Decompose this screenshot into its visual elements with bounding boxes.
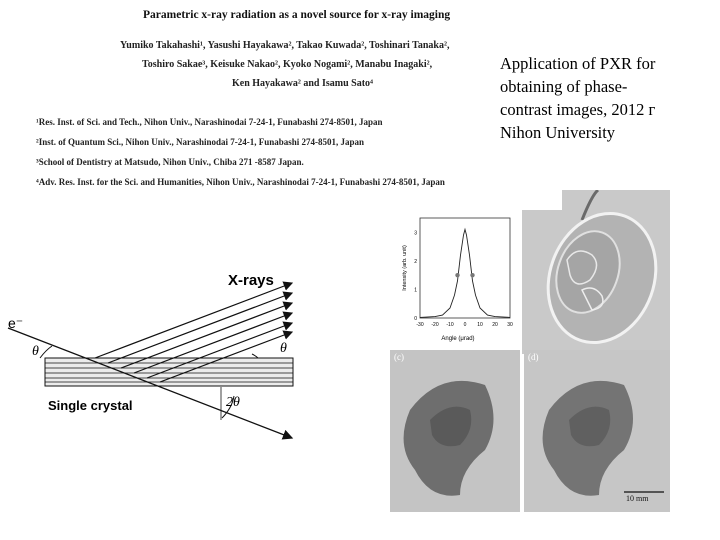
graph-y-tick: 0: [414, 316, 417, 322]
graph-y-tick: 1: [414, 287, 417, 294]
graph-xlabel: Angle (μrad): [441, 336, 475, 342]
graph-ylabel: Intensity (arb. unit): [402, 245, 408, 291]
phase-contrast-photo: [522, 190, 670, 354]
graph-x-tick: 0: [463, 322, 467, 328]
intensity-curve: [420, 229, 510, 317]
scale-label: 10 mm: [626, 494, 649, 503]
caption-line-4: Nihon University: [500, 123, 616, 142]
pxr-diagram: [0, 258, 310, 448]
graph-x-tick: -20: [431, 322, 439, 328]
crystal-label: Single crystal: [48, 398, 133, 413]
affiliation-1: ¹Res. Inst. of Sci. and Tech., Nihon Univ., Narashinodai 7-24-1, Funabashi 274-8501, Japan: [36, 117, 383, 127]
two-theta-label: 2θ: [226, 395, 240, 410]
affiliation-4: ⁴Adv. Res. Inst. for the Sci. and Humanities, Nihon Univ., Narashinodai 7-24-1, Funabashi 274-8501, Japan: [36, 177, 445, 187]
caption-line-1: Application of PXR for: [500, 54, 656, 73]
slide-caption: [500, 52, 715, 144]
curve-marker-1: [455, 273, 459, 277]
xrays-label: X-rays: [228, 272, 274, 289]
theta-left-label: θ: [32, 344, 39, 359]
intensity-angle-graph: [398, 212, 516, 344]
graph-frame: [420, 218, 510, 318]
paper-title: Parametric x-ray radiation as a novel source for x-ray imaging: [143, 9, 451, 21]
graph-x-tick: 10: [477, 322, 483, 328]
caption-line-3: contrast images, 2012 г: [500, 100, 656, 119]
affiliation-2: ²Inst. of Quantum Sci., Nihon Univ., Narashinodai 7-24-1, Funabashi 274-8501, Japan: [36, 137, 365, 147]
electron-label: e⁻: [8, 315, 24, 331]
single-crystal-slab: [45, 358, 293, 386]
affiliation-3: ³School of Dentistry at Matsudo, Nihon Univ., Chiba 271 -8587 Japan.: [36, 157, 304, 167]
graph-x-tick: 20: [492, 322, 498, 328]
graph-y-tick: 3: [414, 230, 417, 237]
photo-c-label: (c): [394, 352, 404, 362]
graph-x-tick: -30: [416, 322, 424, 328]
photo-c: [390, 350, 520, 512]
authors-line-3: Ken Hayakawa² and Isamu Sato⁴: [232, 78, 374, 89]
theta-left-arc: [40, 346, 52, 358]
theta-right-label: θ: [280, 341, 287, 356]
graph-x-tick: -10: [446, 322, 454, 328]
graph-x-tick: 30: [507, 322, 513, 328]
caption-line-2: obtaining of phase-: [500, 77, 628, 96]
authors-line-2: Toshiro Sakae³, Keisuke Nakao², Kyoko Nogami², Manabu Inagaki²,: [142, 59, 433, 70]
theta-right-arc: [252, 354, 258, 358]
graph-y-tick: 2: [414, 258, 417, 265]
graph-svg: [398, 212, 516, 344]
curve-marker-2: [470, 273, 474, 277]
authors-line-1: Yumiko Takahashi¹, Yasushi Hayakawa², Takao Kuwada², Toshinari Tanaka²,: [120, 40, 450, 51]
photo-d: [524, 350, 670, 512]
photo-d-label: (d): [528, 352, 539, 362]
